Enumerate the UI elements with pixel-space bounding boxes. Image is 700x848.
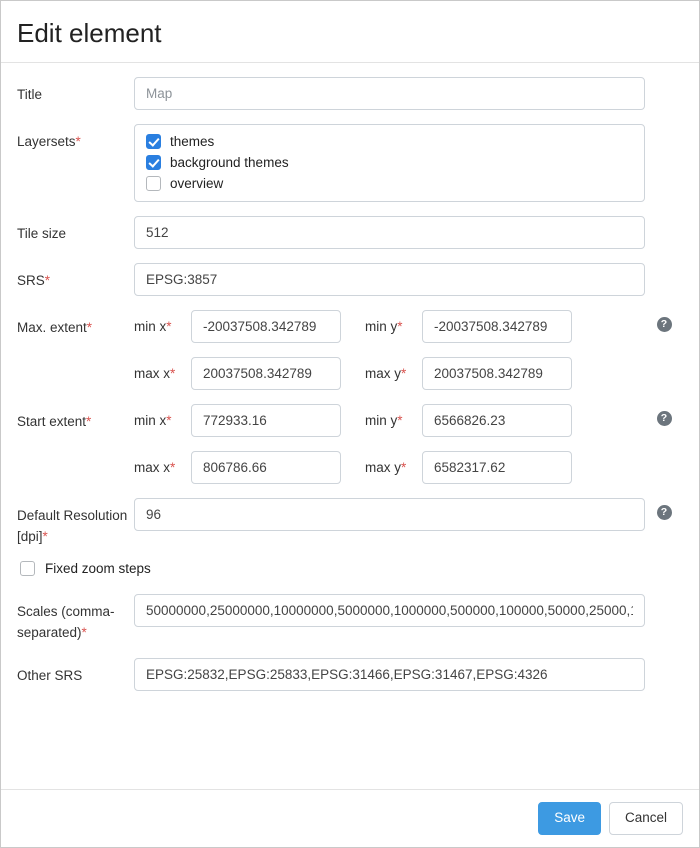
max-extent-max-x-required: * — [170, 365, 176, 381]
label-max-extent-max-x-text: max x — [134, 365, 171, 381]
label-start-extent-min-y — [365, 413, 422, 428]
label-max-extent-max-y-text: max y — [365, 365, 402, 381]
help-col-tile-size-spacer — [645, 216, 683, 223]
checkbox-icon[interactable] — [20, 561, 35, 576]
label-scales — [17, 594, 134, 644]
max-extent-min-x-wrap — [191, 310, 341, 343]
max-extent-min-line — [134, 310, 645, 343]
start-extent-grid — [134, 404, 645, 484]
start-extent-min-y-input[interactable] — [422, 404, 572, 437]
help-col-layersets-spacer — [645, 124, 683, 131]
start-extent-max-x-input[interactable] — [191, 451, 341, 484]
start-extent-min-line — [134, 404, 645, 437]
max-extent-max-x-input[interactable] — [191, 357, 341, 390]
default-resolution-input[interactable] — [134, 498, 645, 531]
layerset-label: overview — [170, 175, 224, 191]
form-row-other-srs — [17, 658, 683, 691]
help-icon[interactable]: ? — [657, 317, 672, 332]
scales-control — [134, 594, 645, 627]
scales-required-marker: * — [81, 625, 87, 641]
default-resolution-control — [134, 498, 645, 531]
tile-size-input[interactable] — [134, 216, 645, 249]
start-extent-max-y-wrap — [422, 451, 572, 484]
start-extent-max-y-required: * — [401, 459, 407, 475]
label-srs-text: SRS — [17, 272, 45, 288]
label-max-extent-max-x — [134, 366, 191, 381]
max-extent-min-x-required: * — [166, 318, 172, 334]
label-scales-text: Scales (comma-separated) — [17, 604, 115, 641]
start-extent-max-x-required: * — [170, 459, 176, 475]
start-extent-max-x-wrap — [191, 451, 341, 484]
checkbox-icon[interactable] — [146, 176, 161, 191]
dialog-body — [1, 63, 699, 790]
start-extent-max-line — [134, 451, 645, 484]
srs-required-marker: * — [44, 272, 51, 288]
help-col-default-resolution — [645, 498, 683, 520]
help-icon[interactable]: ? — [657, 411, 672, 426]
label-max-extent-max-y — [365, 366, 422, 381]
help-col-title-spacer — [645, 77, 683, 84]
checkbox-icon[interactable] — [146, 155, 161, 170]
label-max-extent-min-y — [365, 319, 422, 334]
title-control — [134, 77, 645, 110]
form-row-scales — [17, 594, 683, 644]
label-start-extent — [17, 404, 134, 433]
layersets-checkbox-panel — [134, 124, 645, 202]
start-extent-min-y-wrap — [422, 404, 572, 437]
form-row-tile-size — [17, 216, 683, 249]
start-extent-max-y-input[interactable] — [422, 451, 572, 484]
label-max-extent-text: Max. extent — [17, 319, 87, 335]
checkbox-icon[interactable] — [146, 134, 161, 149]
cancel-button[interactable]: Cancel — [609, 802, 683, 835]
label-max-extent — [17, 310, 134, 339]
label-layersets-text: Layersets — [17, 133, 76, 149]
tile-size-control — [134, 216, 645, 249]
form-row-layersets — [17, 124, 683, 202]
label-layersets — [17, 124, 134, 153]
label-start-extent-max-y-text: max y — [365, 459, 402, 475]
max-extent-max-x-wrap — [191, 357, 341, 390]
other-srs-control — [134, 658, 645, 691]
max-extent-required-marker: * — [86, 319, 93, 335]
max-extent-min-y-input[interactable] — [422, 310, 572, 343]
max-extent-min-x-input[interactable] — [191, 310, 341, 343]
help-col-start-extent — [645, 404, 683, 426]
label-default-resolution-text: Default Resolution [dpi] — [17, 507, 128, 544]
max-extent-max-y-wrap — [422, 357, 572, 390]
label-srs — [17, 263, 134, 292]
form-row-default-resolution — [17, 498, 683, 548]
layerset-label: background themes — [170, 154, 289, 170]
start-extent-min-x-input[interactable] — [191, 404, 341, 437]
layerset-item-background-themes[interactable] — [146, 155, 633, 170]
max-extent-max-y-input[interactable] — [422, 357, 572, 390]
label-max-extent-min-y-text: min y — [365, 318, 398, 334]
label-max-extent-min-x-text: min x — [134, 318, 167, 334]
help-col-other-srs-spacer — [645, 658, 683, 665]
dialog-header — [1, 1, 699, 63]
form-row-max-extent — [17, 310, 683, 390]
label-other-srs: Other SRS — [17, 668, 83, 684]
max-extent-grid — [134, 310, 645, 390]
max-extent-min-y-wrap — [422, 310, 572, 343]
help-icon[interactable]: ? — [657, 505, 672, 520]
max-extent-min-y-required: * — [397, 318, 403, 334]
layersets-required-marker: * — [75, 133, 81, 149]
form-row-start-extent — [17, 404, 683, 484]
title-input[interactable] — [134, 77, 645, 110]
label-start-extent-min-x-text: min x — [134, 412, 167, 428]
fixed-zoom-steps-label: Fixed zoom steps — [45, 561, 151, 577]
fixed-zoom-steps-row[interactable] — [20, 561, 683, 576]
layerset-item-overview[interactable] — [146, 176, 633, 191]
page-title: Edit element — [17, 18, 162, 48]
layersets-control — [134, 124, 645, 202]
layerset-label: themes — [170, 133, 215, 149]
label-start-extent-max-x — [134, 460, 191, 475]
start-extent-min-x-required: * — [166, 412, 172, 428]
start-extent-min-x-wrap — [191, 404, 341, 437]
label-start-extent-min-y-text: min y — [365, 412, 398, 428]
other-srs-input[interactable] — [134, 658, 645, 691]
help-col-max-extent — [645, 310, 683, 332]
dialog-footer — [1, 789, 699, 847]
srs-control — [134, 263, 645, 296]
label-start-extent-text: Start extent — [17, 413, 87, 429]
form-row-srs — [17, 263, 683, 296]
label-max-extent-min-x — [134, 319, 191, 334]
label-start-extent-min-x — [134, 413, 191, 428]
max-extent-max-line — [134, 357, 645, 390]
label-tile-size: Tile size — [17, 225, 67, 241]
srs-input[interactable] — [134, 263, 645, 296]
save-button[interactable]: Save — [538, 802, 601, 835]
label-start-extent-max-y — [365, 460, 422, 475]
layerset-item-themes[interactable] — [146, 134, 633, 149]
form-row-title — [17, 77, 683, 110]
label-title: Title — [17, 86, 43, 102]
start-extent-min-y-required: * — [397, 412, 403, 428]
scales-input[interactable] — [134, 594, 645, 627]
max-extent-max-y-required: * — [401, 365, 407, 381]
help-col-scales-spacer — [645, 594, 683, 601]
help-col-srs-spacer — [645, 263, 683, 270]
label-start-extent-max-x-text: max x — [134, 459, 171, 475]
label-default-resolution — [17, 498, 134, 548]
start-extent-required-marker: * — [86, 413, 92, 429]
default-resolution-required-marker: * — [42, 528, 48, 544]
